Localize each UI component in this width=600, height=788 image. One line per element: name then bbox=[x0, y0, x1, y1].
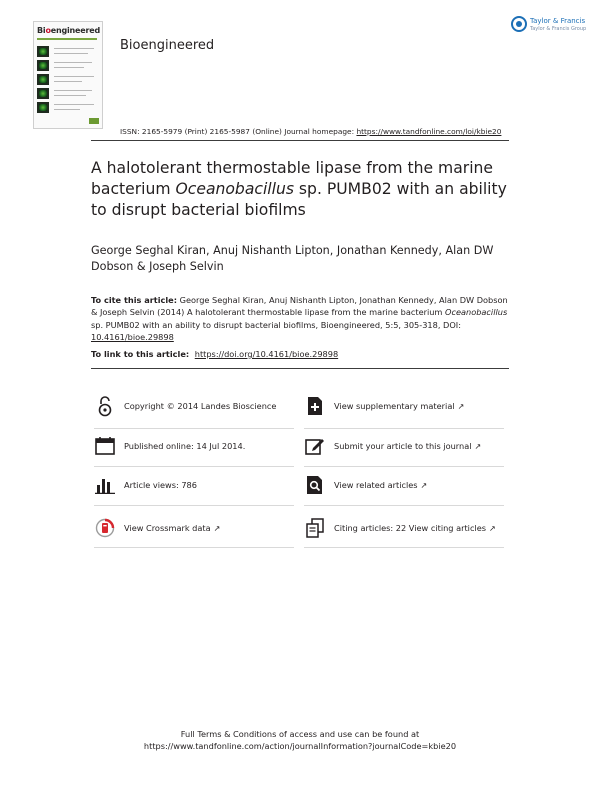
article-views-item bbox=[94, 471, 197, 499]
publisher-logo-subtext: Taylor & Francis Group bbox=[530, 26, 587, 32]
publisher-logo-text: Taylor & Francis bbox=[530, 17, 586, 25]
crossmark-icon bbox=[94, 517, 116, 539]
article-link-line bbox=[91, 349, 338, 359]
external-link-icon: ↗ bbox=[457, 402, 465, 411]
header-divider bbox=[91, 140, 509, 141]
info-separator bbox=[94, 428, 294, 429]
citation-divider bbox=[91, 368, 509, 369]
related-articles-link[interactable] bbox=[304, 471, 427, 499]
article-doi-url[interactable]: https://doi.org/10.4161/bioe.29898 bbox=[194, 349, 339, 359]
terms-footer bbox=[0, 728, 600, 752]
cover-image-tile bbox=[37, 102, 49, 113]
info-separator bbox=[304, 547, 504, 548]
external-link-icon: ↗ bbox=[474, 442, 482, 451]
info-separator bbox=[304, 505, 504, 506]
bar-chart-icon bbox=[94, 474, 116, 496]
cover-image-tile bbox=[37, 74, 49, 85]
supplementary-material-link[interactable] bbox=[304, 392, 464, 420]
issn-line bbox=[120, 127, 501, 136]
related-articles-label: View related articles ↗ bbox=[334, 480, 428, 490]
supplementary-plus-icon bbox=[304, 395, 326, 417]
crossmark-label: View Crossmark data ↗ bbox=[124, 523, 221, 533]
external-link-icon: ↗ bbox=[420, 481, 428, 490]
article-title: A halotolerant thermostable lipase from the marine bacterium Oceanobacillus sp. PUMB02 with an ability to disrupt bacterial biofilms bbox=[91, 159, 507, 219]
cover-text-line bbox=[54, 95, 86, 96]
supplementary-label: View supplementary material ↗ bbox=[334, 401, 465, 411]
cover-text-line bbox=[54, 76, 94, 77]
edit-pencil-icon bbox=[304, 435, 326, 457]
cover-text-line bbox=[54, 62, 92, 63]
cover-image-tile bbox=[37, 60, 49, 71]
crossmark-link[interactable] bbox=[94, 514, 220, 542]
external-link-icon: ↗ bbox=[213, 524, 221, 533]
terms-url[interactable]: https://www.tandfonline.com/action/journalInformation?journalCode=kbie20 bbox=[143, 741, 457, 751]
submit-article-link[interactable] bbox=[304, 432, 481, 460]
copyright-text: Copyright © 2014 Landes Bioscience bbox=[124, 401, 277, 411]
published-date: Published online: 14 Jul 2014. bbox=[124, 441, 246, 451]
citation-block: To cite this article: George Seghal Kiran, Anuj Nishanth Lipton, Jonathan Kennedy, Alan DW Dobson & Joseph Selvin (2014) A halotolerant thermostable lipase from the marine bacterium Oceanobacillus sp. PUMB02 with an ability to disrupt bacterial biofilms, Bioengineered, 5:5, 305-318, DOI: 10.4161/bioe.29898 bbox=[91, 295, 508, 343]
open-access-lock-icon bbox=[94, 395, 116, 417]
cover-text-line bbox=[54, 104, 94, 105]
citing-articles-link[interactable] bbox=[304, 514, 496, 542]
article-views-count: Article views: 786 bbox=[124, 480, 197, 490]
cover-title: Bioengineered bbox=[37, 26, 100, 35]
cover-text-line bbox=[54, 53, 88, 54]
info-separator bbox=[304, 428, 504, 429]
link-label: To link to this article: bbox=[91, 349, 190, 359]
cover-band bbox=[37, 38, 97, 40]
citing-documents-icon bbox=[304, 517, 326, 539]
copyright-item bbox=[94, 392, 276, 420]
cover-publisher-mark bbox=[89, 118, 99, 124]
cover-image-tile bbox=[37, 88, 49, 99]
info-separator bbox=[94, 547, 294, 548]
published-item bbox=[94, 432, 245, 460]
cover-text-line bbox=[54, 90, 92, 91]
info-separator bbox=[94, 466, 294, 467]
cover-text-line bbox=[54, 48, 94, 49]
calendar-icon bbox=[94, 435, 116, 457]
citation-label: To cite this article: bbox=[91, 295, 177, 305]
journal-name: Bioengineered bbox=[120, 38, 215, 53]
journal-homepage-link[interactable]: https://www.tandfonline.com/loi/kbie20 bbox=[356, 127, 502, 136]
info-separator bbox=[94, 505, 294, 506]
terms-text: Full Terms & Conditions of access and use can be found at bbox=[180, 729, 420, 739]
submit-label: Submit your article to this journal ↗ bbox=[334, 441, 482, 451]
publisher-logo bbox=[511, 16, 587, 38]
cover-text-line bbox=[54, 67, 84, 68]
journal-cover-thumbnail bbox=[33, 21, 103, 129]
external-link-icon: ↗ bbox=[489, 524, 496, 533]
publisher-logo-icon bbox=[511, 16, 527, 32]
cover-text-line bbox=[54, 81, 82, 82]
cover-text-line bbox=[54, 109, 80, 110]
issn-text: ISSN: 2165-5979 (Print) 2165-5987 (Online) Journal homepage: bbox=[120, 127, 355, 136]
search-document-icon bbox=[304, 474, 326, 496]
info-separator bbox=[304, 466, 504, 467]
citing-articles-label: Citing articles: 22 View citing articles ↗ bbox=[334, 523, 496, 533]
article-authors: George Seghal Kiran, Anuj Nishanth Lipton, Jonathan Kennedy, Alan DW Dobson & Joseph Selvin bbox=[91, 244, 494, 273]
doi-link[interactable]: 10.4161/bioe.29898 bbox=[91, 332, 174, 343]
cover-image-tile bbox=[37, 46, 49, 57]
